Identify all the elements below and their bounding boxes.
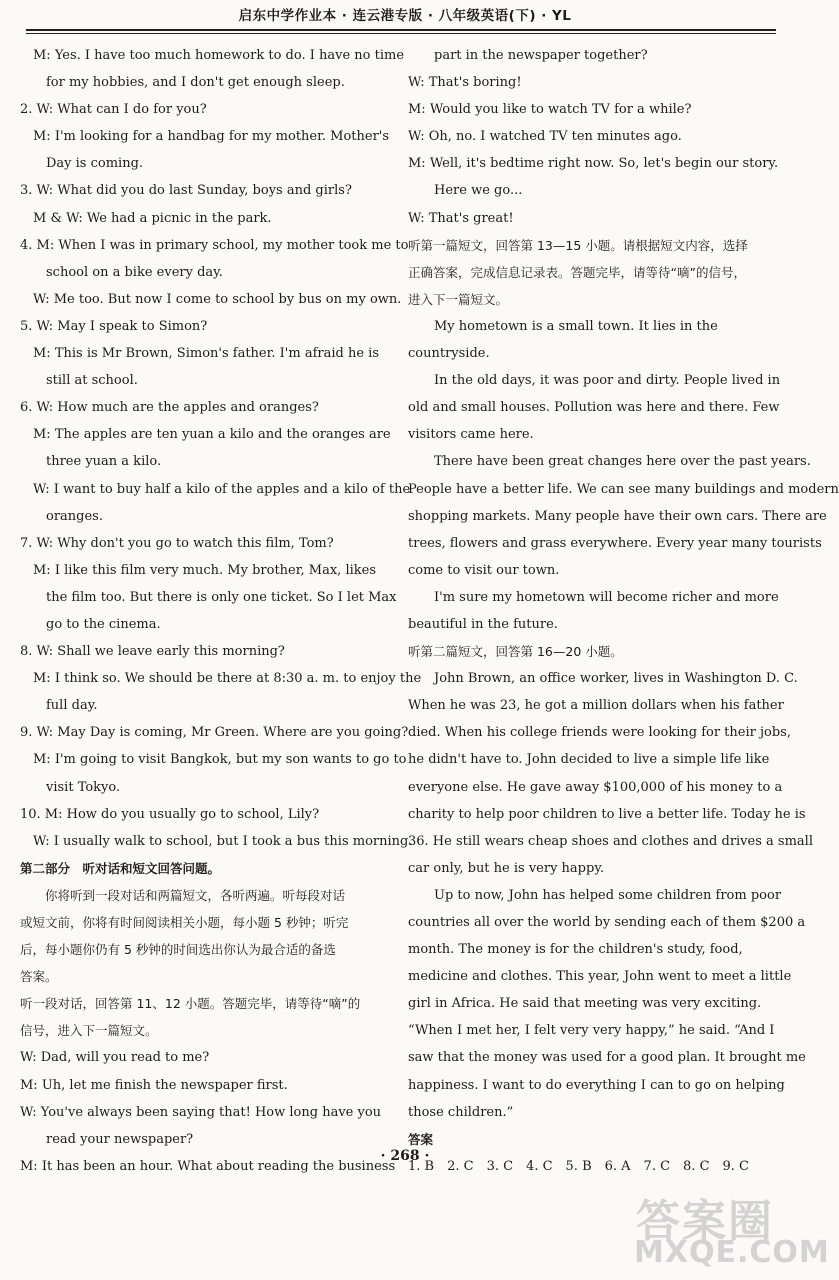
text-line: W: Dad, will you read to me? — [20, 1050, 210, 1066]
text-line: 答案。 — [20, 969, 58, 985]
text-line: beautiful in the future. — [408, 616, 558, 632]
text-line: 后，每小题你仍有 5 秒钟的时间选出你认为最合适的备选 — [20, 942, 336, 958]
text-line: girl in Africa. He said that meeting was very exciting. — [408, 996, 762, 1012]
text-line: 听第二篇短文，回答第 16—20 小题。 — [408, 644, 623, 660]
text-line: W: I want to buy half a kilo of the apples and a kilo of the — [20, 481, 411, 497]
text-line: 5. W: May I speak to Simon? — [20, 318, 208, 334]
text-line: “When I met her, I felt very very happy,” he said. “And I — [408, 1023, 775, 1039]
section-heading: 第二部分 听对话和短文回答问题。 — [20, 860, 221, 876]
text-line: old and small houses. Pollution was here and there. Few — [408, 400, 780, 416]
text-line: My hometown is a small town. It lies in the — [408, 318, 718, 334]
text-line: died. When his college friends were looking for their jobs, — [408, 725, 791, 741]
text-line: Up to now, John has helped some children from poor — [408, 887, 782, 903]
text-line: I'm sure my hometown will become richer and more — [408, 589, 779, 605]
text-line: visit Tokyo. — [20, 779, 121, 795]
text-line: 8. W: Shall we leave early this morning? — [20, 644, 285, 660]
text-line: trees, flowers and grass everywhere. Every year many tourists — [408, 535, 822, 551]
text-line: There have been great changes here over the past years. — [408, 454, 811, 470]
text-line: medicine and clothes. This year, John went to meet a little — [408, 969, 792, 985]
text-line: the film too. But there is only one ticket. So I let Max — [20, 589, 397, 605]
text-line: come to visit our town. — [408, 562, 560, 578]
text-line: M: Would you like to watch TV for a while? — [408, 102, 692, 118]
watermark-logo: 答案圈 — [636, 1196, 774, 1247]
watermark — [628, 1185, 830, 1275]
text-line: 6. W: How much are the apples and oranges? — [20, 400, 319, 416]
text-line: 或短文前，你将有时间阅读相关小题，每小题 5 秒钟；听完 — [20, 915, 349, 930]
text-line: W: Oh, no. I watched TV ten minutes ago. — [408, 129, 682, 145]
text-line: oranges. — [20, 508, 103, 524]
text-line: M & W: We had a picnic in the park. — [20, 210, 272, 226]
text-line: W: Me too. But now I come to school by bus on my own. — [20, 291, 402, 307]
text-line: 2. W: What can I do for you? — [20, 102, 207, 118]
text-line: W: I usually walk to school, but I took a bus this morning. — [20, 833, 413, 849]
header-rule-thin — [26, 33, 776, 34]
text-line: When he was 23, he got a million dollars when his father — [408, 698, 784, 714]
text-line: 听第一篇短文，回答第 13—15 小题。请根据短文内容，选择 — [408, 237, 748, 253]
text-line: M: It has been an hour. What about reading the business — [20, 1158, 396, 1174]
text-line: full day. — [20, 698, 98, 714]
text-line: countryside. — [408, 346, 490, 362]
text-line: visitors came here. — [408, 427, 534, 443]
text-line: M: I think so. We should be there at 8:30 a. m. to enjoy the — [20, 671, 422, 687]
text-line: M: Yes. I have too much homework to do. I have no time — [20, 48, 405, 63]
text-line: M: I like this film very much. My brother, Max, likes — [20, 562, 377, 578]
text-line: M: Uh, let me finish the newspaper first. — [20, 1077, 288, 1093]
text-line: car only, but he is very happy. — [408, 860, 605, 876]
text-line: everyone else. He gave away $100,000 of his money to a — [408, 779, 783, 795]
text-line: W: That's boring! — [408, 75, 522, 91]
text-line: People have a better life. We can see many buildings and modern — [408, 481, 839, 497]
text-line: 10. M: How do you usually go to school, Lily? — [20, 806, 320, 822]
page-number: · 268 · — [380, 1148, 430, 1164]
text-line: 7. W: Why don't you go to watch this film, Tom? — [20, 535, 334, 551]
text-line: 9. W: May Day is coming, Mr Green. Where are you going? — [20, 725, 409, 741]
text-line: he didn't have to. John decided to live a simple life like — [408, 752, 770, 768]
text-line: Here we go... — [408, 183, 523, 199]
text-line: 3. W: What did you do last Sunday, boys and girls? — [20, 183, 352, 199]
text-line: 正确答案，完成信息记录表。答题完毕，请等待“嘀”的信号， — [408, 264, 746, 280]
answer-heading: 答案 — [408, 1131, 434, 1147]
text-line: W: That's great! — [408, 210, 514, 226]
text-line: still at school. — [20, 373, 138, 389]
running-header — [0, 4, 810, 32]
text-line: M: Well, it's bedtime right now. So, let's begin our story. — [408, 156, 779, 172]
text-line: month. The money is for the children's study, food, — [408, 942, 743, 958]
right-column — [408, 42, 839, 1180]
text-line: school on a bike every day. — [20, 264, 223, 280]
watermark-url: MXQE.COM — [634, 1235, 830, 1270]
text-line: 听一段对话，回答第 11、12 小题。答题完毕，请等待“嘀”的 — [20, 996, 361, 1012]
header-rule — [26, 29, 776, 31]
text-line: 4. M: When I was in primary school, my mother took me to — [20, 237, 409, 253]
header-title: 启东中学作业本 · 连云港专版 · 八年级英语(下) · YL — [238, 8, 572, 24]
text-line: Day is coming. — [20, 156, 144, 172]
text-line: for my hobbies, and I don't get enough sleep. — [20, 75, 345, 91]
text-line: John Brown, an office worker, lives in Washington D. C. — [408, 671, 798, 687]
text-line: W: You've always been saying that! How long have you — [20, 1104, 382, 1120]
text-line: countries all over the world by sending each of them $200 a — [408, 915, 806, 930]
text-line: three yuan a kilo. — [20, 454, 162, 470]
text-line: M: The apples are ten yuan a kilo and the oranges are — [20, 427, 391, 443]
text-line: part in the newspaper together? — [408, 48, 648, 63]
text-line: M: I'm going to visit Bangkok, but my son wants to go to — [20, 752, 407, 768]
text-line: shopping markets. Many people have their own cars. There are — [408, 508, 827, 524]
text-line: charity to help poor children to live a better life. Today he is — [408, 806, 806, 822]
text-line: those children.” — [408, 1104, 514, 1120]
text-line: saw that the money was used for a good plan. It brought me — [408, 1050, 806, 1066]
answer-key: 1. B 2. C 3. C 4. C 5. B 6. A 7. C 8. C 9. C — [408, 1158, 749, 1174]
text-line: read your newspaper? — [20, 1131, 194, 1147]
text-line: M: I'm looking for a handbag for my mother. Mother's — [20, 129, 390, 145]
text-line: 信号，进入下一篇短文。 — [20, 1023, 158, 1039]
text-line: go to the cinema. — [20, 616, 161, 632]
text-line: happiness. I want to do everything I can to go on helping — [408, 1077, 785, 1093]
text-line: In the old days, it was poor and dirty. People lived in — [408, 373, 781, 389]
text-line: M: This is Mr Brown, Simon's father. I'm afraid he is — [20, 346, 380, 362]
text-line: 你将听到一段对话和两篇短文，各听两遍。听每段对话 — [20, 887, 346, 903]
text-line: 进入下一篇短文。 — [408, 291, 509, 307]
text-line: 36. He still wears cheap shoes and clothes and drives a small — [408, 833, 813, 849]
